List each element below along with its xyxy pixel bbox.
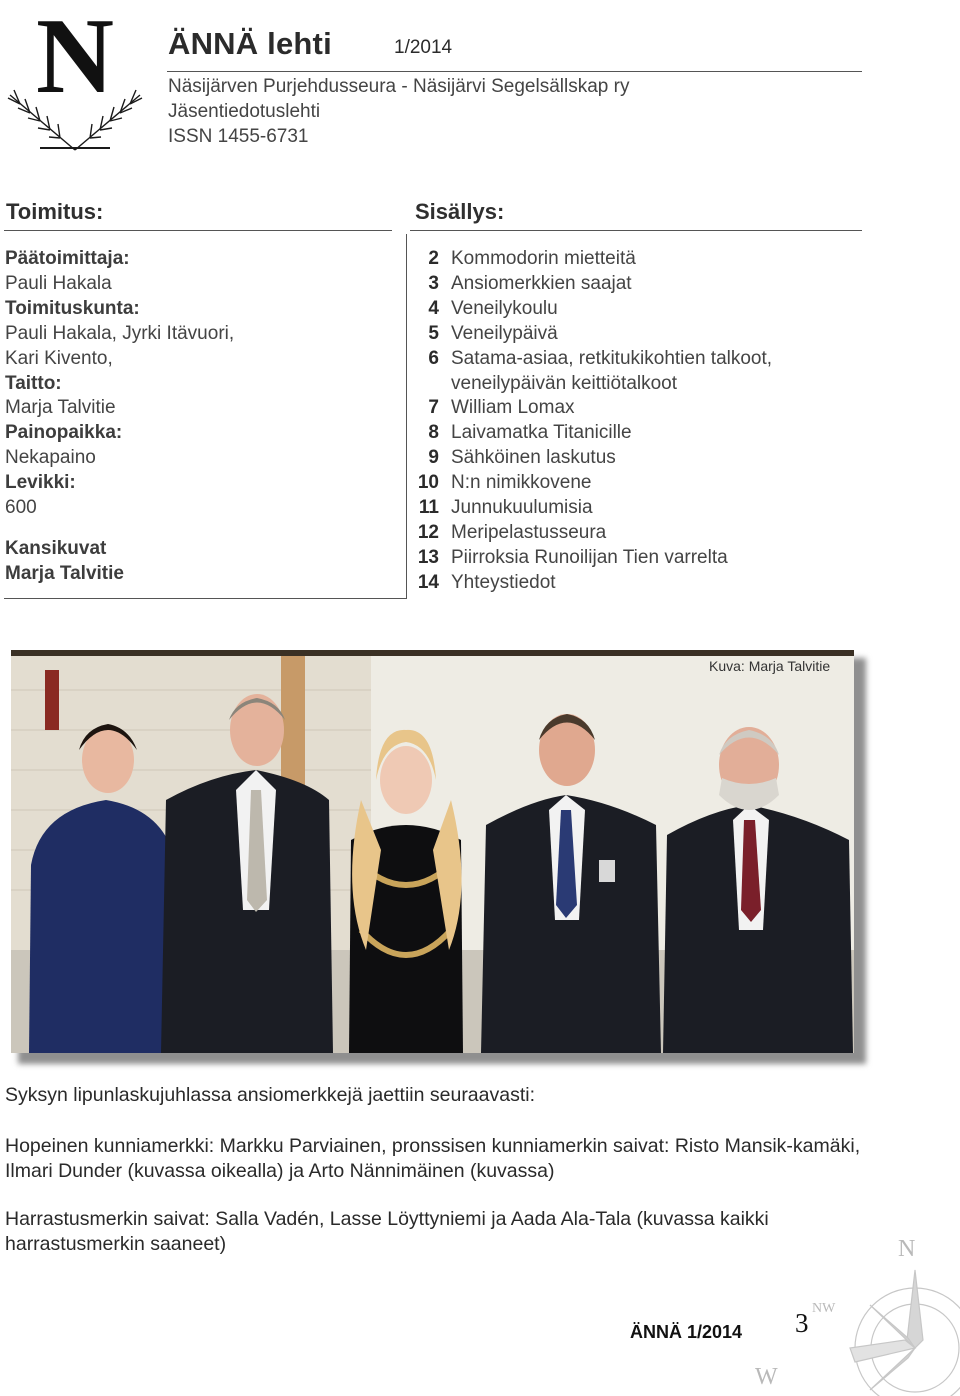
toc-title: Yhteystiedot [451, 571, 556, 593]
toc-entry [408, 272, 848, 297]
club-logo [0, 0, 150, 160]
toc-entry [408, 521, 848, 546]
toc-title: Satama-asiaa, retkitukikohtien talkoot, [451, 347, 773, 369]
photo-caption: Syksyn lipunlaskujuhlassa ansiomerkkejä jaettiin seuraavasti: [5, 1084, 536, 1106]
toc-entry [408, 546, 848, 571]
toc-title: Junnukuulumisia [451, 497, 593, 519]
toimitus-role-label: Kansikuvat [5, 537, 107, 559]
issn: ISSN 1455-6731 [168, 126, 309, 147]
header-divider [167, 71, 862, 72]
logo-letter: N [36, 0, 114, 116]
toimitus-name: 600 [5, 497, 37, 519]
toc-title: Piirroksia Runoilijan Tien varrelta [451, 546, 728, 568]
toc-entry [408, 471, 848, 496]
toc-entry [408, 421, 848, 446]
contents-heading: Sisällys: [415, 199, 505, 224]
toc-page-number: 7 [428, 397, 439, 419]
toc-title: Veneilykoulu [451, 297, 558, 319]
footer-issue: ÄNNÄ 1/2014 [630, 1322, 743, 1342]
award-paragraph-2: Harrastusmerkin saivat: Salla Vadén, Lasse Löyttyniemi ja Aada Ala-Tala (kuvassa kaikki harrastusmerkin saaneet) [5, 1208, 769, 1255]
table-of-contents [408, 247, 848, 596]
toimitus-divider [4, 230, 392, 231]
toimitus-role-label: Päätoimittaja: [5, 248, 130, 269]
compass-n: N [898, 1236, 916, 1262]
column-bottom-divider [4, 598, 406, 599]
toc-page-number: 2 [428, 248, 439, 269]
contents-divider [410, 230, 862, 231]
toc-entry [408, 571, 848, 596]
toc-page-number: 5 [428, 322, 439, 344]
toc-entry [408, 322, 848, 347]
toimitus-role-label: Taitto: [5, 372, 62, 394]
photo-credit: Kuva: Marja Talvitie [709, 658, 831, 674]
toc-page-number: 10 [417, 472, 439, 494]
toimitus-heading: Toimitus: [6, 199, 104, 224]
toc-page-number: 11 [418, 497, 439, 519]
toimitus-role-label: Levikki: [5, 472, 76, 494]
organization-name: Näsijärven Purjehdusseura - Näsijärvi Segelsällskap ry [168, 76, 630, 97]
toc-title: veneilypäivän keittiötalkoot [451, 372, 678, 394]
toc-entry [408, 247, 848, 272]
toc-entry [408, 496, 848, 521]
toc-title: William Lomax [451, 397, 575, 419]
toc-page-number: 12 [417, 521, 439, 543]
toc-page-number: 6 [428, 347, 439, 369]
toimitus-name: Pauli Hakala, Jyrki Itävuori, [5, 322, 235, 344]
compass-nw: NW [812, 1301, 836, 1316]
magazine-subtitle: Jäsentiedotuslehti [168, 101, 321, 122]
toc-entry [408, 446, 848, 471]
toc-page-number: 3 [428, 272, 439, 294]
toc-entry [408, 347, 848, 372]
award-paragraph-1: Hopeinen kunniamerkki: Markku Parviainen, pronssisen kunniamerkin saivat: Risto Mansik-kamäki, Ilmari Dunder (kuvassa oikealla) ja Arto Nännimäinen (kuvassa) [5, 1135, 861, 1182]
toimitus-name: Pauli Hakala [5, 272, 112, 294]
compass-rose-icon [740, 1230, 960, 1396]
toc-title: Kommodorin mietteitä [451, 248, 636, 269]
magazine-title: ÄNNÄ lehti [168, 26, 332, 61]
toc-title: Ansiomerkkien saajat [451, 272, 632, 294]
toimitus-list [5, 247, 234, 587]
toc-title: Meripelastusseura [451, 521, 607, 543]
toimitus-name: Kari Kivento, [5, 347, 113, 369]
toc-page-number: 8 [428, 422, 439, 444]
toimitus-role-label: Toimituskunta: [5, 297, 140, 319]
toc-title: Veneilypäivä [451, 322, 558, 344]
compass-w: W [755, 1364, 778, 1390]
toc-entry [408, 297, 848, 322]
toimitus-role-label: Marja Talvitie [5, 562, 124, 584]
toc-page-number: 14 [417, 571, 439, 593]
toimitus-name: Nekapaino [5, 447, 96, 469]
toc-entry [408, 396, 848, 421]
toc-page-number: 4 [428, 297, 439, 319]
toimitus-role-label: Painopaikka: [5, 422, 123, 444]
column-vertical-divider [406, 234, 407, 599]
toc-title: Sähköinen laskutus [451, 447, 616, 469]
toc-page-number: 13 [417, 546, 439, 568]
group-photo [11, 650, 854, 1053]
toimitus-name: Marja Talvitie [5, 397, 116, 419]
toc-title: N:n nimikkovene [451, 472, 592, 494]
toc-page-number: 9 [428, 447, 439, 469]
toc-title: Laivamatka Titanicille [451, 422, 632, 444]
toc-entry [408, 372, 848, 397]
issue-number: 1/2014 [394, 37, 453, 58]
toc-page-number [408, 372, 439, 397]
page-number: 3 [795, 1308, 809, 1338]
